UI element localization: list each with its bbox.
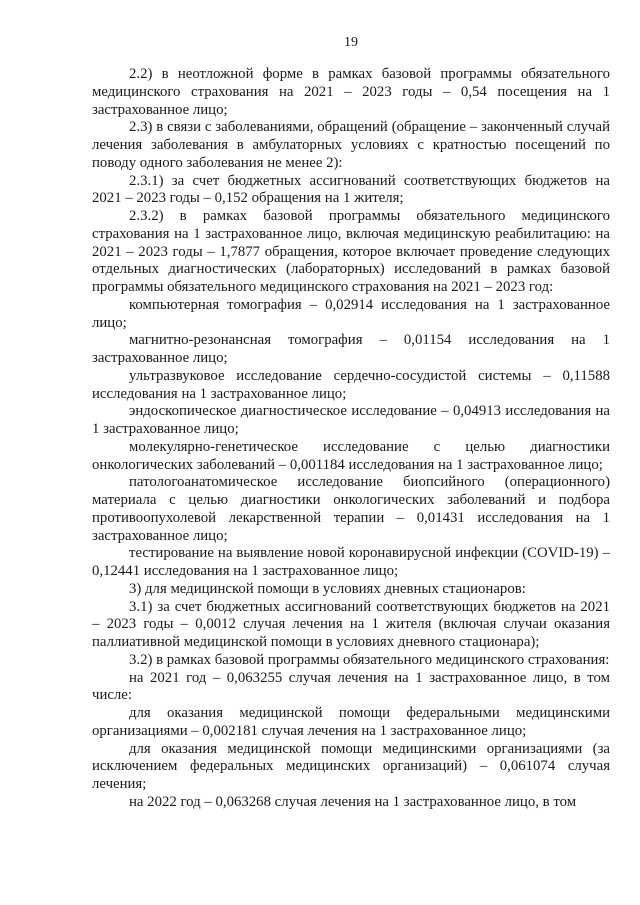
paragraph-3: 3) для медицинской помощи в условиях дневных стационаров: <box>129 580 526 597</box>
paragraph-2022: на 2022 год – 0,063268 случая лечения на 1 застрахованное лицо, в том <box>129 793 577 810</box>
paragraph-molecular-genetic: молекулярно-генетическое исследование с целью диагностики онкологических заболеваний – 0,001184 исследования на 1 застрахованное лицо; <box>92 438 610 473</box>
page-number: 19 <box>344 35 358 50</box>
paragraph-pathology: патологоанатомическое исследование биопсийного (операционного) материала с целью диагностики онкологических заболеваний и подбора противоопухолевой лекарственной терапии – 0,01431 исследования на 1 застрахованное лицо; <box>92 474 610 544</box>
document-page <box>92 0 610 905</box>
paragraph-2-2: 2.2) в неотложной форме в рамках базовой программы обязательного медицинского страхования на 2021 – 2023 годы – 0,54 посещения на 1 застрахованное лицо; <box>92 66 610 118</box>
paragraph-2-3-1: 2.3.1) за счет бюджетных ассигнований соответствующих бюджетов на 2021 – 2023 годы – 0,152 обращения на 1 жителя; <box>92 172 610 207</box>
paragraph-ultrasound: ультразвуковое исследование сердечно-сосудистой системы – 0,11588 исследования на 1 застрахованное лицо; <box>92 367 610 402</box>
paragraph-2-3-2: 2.3.2) в рамках базовой программы обязательного медицинского страхования на 1 застрахованное лицо, включая медицинскую реабилитацию: на 2021 – 2023 годы – 1,7877 обращения, которое включает проведение следующих отдельных диагностических (лабораторных) исследований в рамках базовой программы обязательного медицинского страхования на 2021 – 2023 год: <box>92 208 610 295</box>
document-body <box>92 66 610 812</box>
paragraph-3-1: 3.1) за счет бюджетных ассигнований соответствующих бюджетов на 2021 – 2023 годы – 0,0012 случая лечения на 1 жителя (включая случаи оказания паллиативной медицинской помощи в условиях дневного стационара); <box>92 598 610 650</box>
paragraph-covid-testing: тестирование на выявление новой коронавирусной инфекции (COVID-19) – 0,12441 исследования на 1 застрахованное лицо; <box>92 545 610 579</box>
paragraph-endoscopy: эндоскопическое диагностическое исследование – 0,04913 исследования на 1 застрахованное лицо; <box>92 403 610 437</box>
paragraph-federal: для оказания медицинской помощи федеральными медицинскими организациями – 0,002181 случая лечения на 1 застрахованное лицо; <box>92 705 610 739</box>
paragraph-ct: компьютерная томография – 0,02914 исследования на 1 застрахованное лицо; <box>92 296 610 331</box>
paragraph-mri: магнитно-резонансная томография – 0,01154 исследования на 1 застрахованное лицо; <box>92 332 610 366</box>
paragraph-non-federal: для оказания медицинской помощи медицинскими организациями (за исключением федеральных медицинских организаций) – 0,061074 случая лечения; <box>92 740 610 792</box>
paragraph-3-2: 3.2) в рамках базовой программы обязательного медицинского страхования: <box>129 651 610 668</box>
paragraph-2-3: 2.3) в связи с заболеваниями, обращений (обращение – законченный случай лечения заболевания в амбулаторных условиях с кратностью посещений по поводу одного заболевания не менее 2): <box>92 119 610 171</box>
paragraph-2021: на 2021 год – 0,063255 случая лечения на 1 застрахованное лицо, в том числе: <box>92 669 610 704</box>
